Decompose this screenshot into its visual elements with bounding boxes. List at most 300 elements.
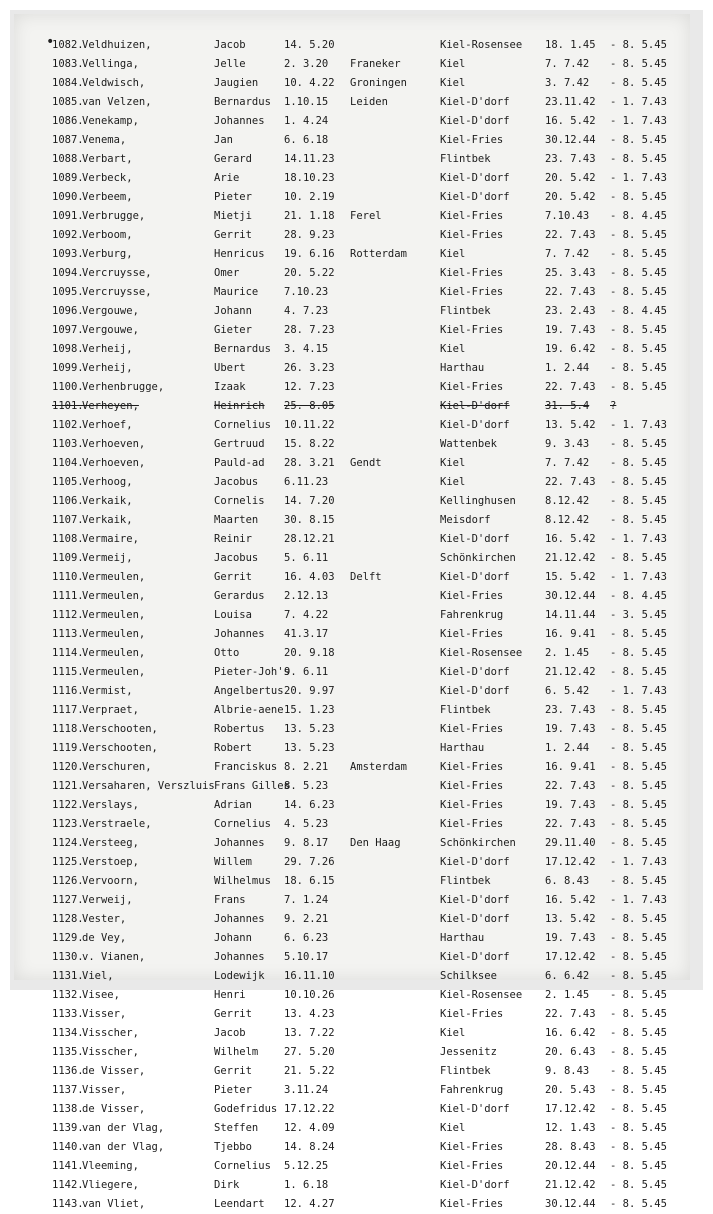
register-camp: Kiel-D'dorf: [440, 571, 510, 583]
register-camp: Schönkirchen: [440, 837, 516, 849]
register-name: Vercruysse,: [82, 267, 152, 279]
register-row: [0, 644, 713, 663]
register-date: 13. 5.23: [284, 723, 335, 735]
register-row: [0, 701, 713, 720]
register-name: Vermeij,: [82, 552, 133, 564]
register-first: Pauld-ad: [214, 457, 265, 469]
register-no: 1116.: [52, 685, 84, 697]
register-name: Verschooten,: [82, 723, 158, 735]
register-from: 16. 5.42: [545, 894, 596, 906]
register-date: 17.12.22: [284, 1103, 335, 1115]
register-from: 19. 7.43: [545, 932, 596, 944]
register-to: - 8. 5.45: [610, 989, 667, 1001]
register-camp: Kiel-Fries: [440, 799, 504, 811]
register-camp: Kiel-Fries: [440, 324, 504, 336]
register-camp: Kiel-D'dorf: [440, 191, 510, 203]
register-no: 1115.: [52, 666, 84, 678]
register-date: 10.11.22: [284, 419, 335, 431]
register-first: Jaugien: [214, 77, 259, 89]
register-from: 13. 5.42: [545, 419, 596, 431]
register-from: 30.12.44: [545, 134, 596, 146]
register-first: Johannes: [214, 115, 265, 127]
register-name: van der Vlag,: [82, 1141, 165, 1153]
register-to: - 8. 5.45: [610, 913, 667, 925]
register-camp: Flintbek: [440, 704, 491, 716]
register-name: Vermeulen,: [82, 647, 146, 659]
register-row: [0, 815, 713, 834]
register-camp: Kiel: [440, 77, 466, 89]
register-no: 1089.: [52, 172, 84, 184]
register-no: 1110.: [52, 571, 84, 583]
register-first: Gerrit: [214, 1008, 252, 1020]
register-date: 19. 6.16: [284, 248, 335, 260]
register-name: Vermeulen,: [82, 666, 146, 678]
register-to: - 8. 5.45: [610, 191, 667, 203]
register-camp: Kiel-Fries: [440, 286, 504, 298]
register-name: Verboom,: [82, 229, 133, 241]
register-first: Franciskus: [214, 761, 278, 773]
register-date: 16. 4.03: [284, 571, 335, 583]
register-row: [0, 663, 713, 682]
register-camp: Kiel-Rosensee: [440, 989, 523, 1001]
register-no: 1133.: [52, 1008, 84, 1020]
register-row: [0, 378, 713, 397]
register-to: - 8. 5.45: [610, 1046, 667, 1058]
register-first: Cornelis: [214, 495, 265, 507]
register-to: - 8. 5.45: [610, 742, 667, 754]
register-name: de Visser,: [82, 1065, 146, 1077]
register-name: Vliegere,: [82, 1179, 139, 1191]
register-date: 12. 4.27: [284, 1198, 335, 1210]
register-date: 8. 2.21: [284, 761, 329, 773]
register-from: 19. 7.43: [545, 324, 596, 336]
register-no: 1086.: [52, 115, 84, 127]
register-camp: Kiel-D'dorf: [440, 96, 510, 108]
register-camp: Kiel-D'dorf: [440, 533, 510, 545]
register-to: - 1. 7.43: [610, 894, 667, 906]
register-first: Jacob: [214, 39, 246, 51]
register-name: Verkaik,: [82, 495, 133, 507]
register-row: [0, 473, 713, 492]
register-no: 1125.: [52, 856, 84, 868]
register-row: [0, 986, 713, 1005]
register-first: Albrie-aene: [214, 704, 284, 716]
register-first: Heinrich: [214, 400, 265, 412]
register-from: 7. 7.42: [545, 457, 590, 469]
register-camp: Schilksee: [440, 970, 497, 982]
register-row: [0, 929, 713, 948]
register-no: 1103.: [52, 438, 84, 450]
register-row: [0, 74, 713, 93]
register-first: Adrian: [214, 799, 252, 811]
register-first: Frans: [214, 894, 246, 906]
register-from: 14.11.44: [545, 609, 596, 621]
register-date: 14. 7.20: [284, 495, 335, 507]
register-date: 12. 7.23: [284, 381, 335, 393]
register-name: Vester,: [82, 913, 127, 925]
register-date: 10. 2.19: [284, 191, 335, 203]
register-from: 6. 8.43: [545, 875, 590, 887]
register-date: 10.10.26: [284, 989, 335, 1001]
register-no: 1138.: [52, 1103, 84, 1115]
register-camp: Kiel-D'dorf: [440, 685, 510, 697]
register-to: - 8. 5.45: [610, 704, 667, 716]
register-to: - 8. 5.45: [610, 1141, 667, 1153]
register-row: [0, 245, 713, 264]
register-to: - 8. 5.45: [610, 723, 667, 735]
register-camp: Kiel: [440, 248, 466, 260]
register-first: Leendart: [214, 1198, 265, 1210]
register-date: 21. 5.22: [284, 1065, 335, 1077]
register-name: van der Vlag,: [82, 1122, 165, 1134]
register-no: 1130.: [52, 951, 84, 963]
register-date: 14. 6.23: [284, 799, 335, 811]
register-row: [0, 397, 713, 416]
register-camp: Kiel-D'dorf: [440, 172, 510, 184]
register-date: 41.3.17: [284, 628, 329, 640]
register-place: Leiden: [350, 96, 388, 108]
register-to: - 8. 5.45: [610, 761, 667, 773]
register-no: 1135.: [52, 1046, 84, 1058]
register-first: Ubert: [214, 362, 246, 374]
register-name: Verbeem,: [82, 191, 133, 203]
register-name: Verbart,: [82, 153, 133, 165]
register-camp: Kiel-Fries: [440, 1198, 504, 1210]
register-date: 13. 4.23: [284, 1008, 335, 1020]
register-to: - 8. 5.45: [610, 476, 667, 488]
register-to: - 8. 5.45: [610, 951, 667, 963]
register-no: 1088.: [52, 153, 84, 165]
register-row: [0, 568, 713, 587]
register-camp: Kiel-D'dorf: [440, 951, 510, 963]
register-date: 3. 4.15: [284, 343, 329, 355]
register-from: 9. 3.43: [545, 438, 590, 450]
register-place: Gendt: [350, 457, 382, 469]
register-from: 18. 1.45: [545, 39, 596, 51]
register-to: - 8. 5.45: [610, 1103, 667, 1115]
register-name: Visscher,: [82, 1027, 139, 1039]
register-from: 22. 7.43: [545, 381, 596, 393]
register-to: - 8. 5.45: [610, 324, 667, 336]
register-no: 1117.: [52, 704, 84, 716]
register-no: 1140.: [52, 1141, 84, 1153]
register-first: Wilhelm: [214, 1046, 259, 1058]
register-date: 20. 5.22: [284, 267, 335, 279]
register-first: Omer: [214, 267, 240, 279]
register-to: - 8. 5.45: [610, 1065, 667, 1077]
register-row: [0, 302, 713, 321]
register-camp: Kiel-D'dorf: [440, 913, 510, 925]
register-no: 1137.: [52, 1084, 84, 1096]
register-date: 6. 6.23: [284, 932, 329, 944]
register-name: Visser,: [82, 1084, 127, 1096]
register-first: Johannes: [214, 951, 265, 963]
register-date: 14.11.23: [284, 153, 335, 165]
register-from: 22. 7.43: [545, 780, 596, 792]
register-from: 25. 3.43: [545, 267, 596, 279]
register-no: 1108.: [52, 533, 84, 545]
register-first: Willem: [214, 856, 252, 868]
register-to: - 8. 5.45: [610, 932, 667, 944]
register-to: - 8. 5.45: [610, 970, 667, 982]
register-no: 1092.: [52, 229, 84, 241]
register-to: - 8. 5.45: [610, 1198, 667, 1210]
register-row: [0, 587, 713, 606]
register-to: ?: [610, 400, 617, 412]
register-first: Jacobus: [214, 552, 259, 564]
register-name: Verslays,: [82, 799, 139, 811]
register-date: 7. 4.22: [284, 609, 329, 621]
register-to: - 1. 7.43: [610, 856, 667, 868]
register-from: 16. 5.42: [545, 533, 596, 545]
register-name: Verburg,: [82, 248, 133, 260]
register-to: - 8. 5.45: [610, 1084, 667, 1096]
register-to: - 8. 5.45: [610, 628, 667, 640]
register-first: Bernardus: [214, 343, 271, 355]
register-name: Viel,: [82, 970, 114, 982]
register-place: Rotterdam: [350, 248, 407, 260]
register-first: Cornelius: [214, 419, 271, 431]
register-first: Robertus: [214, 723, 265, 735]
register-camp: Meisdorf: [440, 514, 491, 526]
register-name: v. Vianen,: [82, 951, 146, 963]
register-camp: Kiel-Fries: [440, 134, 504, 146]
register-to: - 8. 5.45: [610, 1008, 667, 1020]
register-first: Gerrit: [214, 1065, 252, 1077]
register-to: - 8. 5.45: [610, 875, 667, 887]
register-name: Vermist,: [82, 685, 133, 697]
register-name: van Vliet,: [82, 1198, 146, 1210]
register-first: Dirk: [214, 1179, 240, 1191]
register-to: - 8. 5.45: [610, 248, 667, 260]
register-to: - 1. 7.43: [610, 533, 667, 545]
register-from: 23.11.42: [545, 96, 596, 108]
register-from: 19. 6.42: [545, 343, 596, 355]
register-first: Lodewijk: [214, 970, 265, 982]
register-name: Verbrugge,: [82, 210, 146, 222]
register-row: [0, 492, 713, 511]
register-to: - 8. 5.45: [610, 438, 667, 450]
register-date: 20. 9.97: [284, 685, 335, 697]
register-date: 4. 5.23: [284, 818, 329, 830]
register-date: 2.12.13: [284, 590, 329, 602]
register-no: 1109.: [52, 552, 84, 564]
register-date: 6. 6.18: [284, 134, 329, 146]
register-from: 22. 7.43: [545, 1008, 596, 1020]
register-row: [0, 169, 713, 188]
register-name: Vermaire,: [82, 533, 139, 545]
register-to: - 8. 5.45: [610, 457, 667, 469]
register-from: 9. 8.43: [545, 1065, 590, 1077]
register-from: 1. 2.44: [545, 742, 590, 754]
register-camp: Kiel-Rosensee: [440, 39, 523, 51]
register-date: 28. 9.23: [284, 229, 335, 241]
register-from: 1. 2.44: [545, 362, 590, 374]
register-date: 4. 7.23: [284, 305, 329, 317]
register-row: [0, 226, 713, 245]
register-row: [0, 891, 713, 910]
register-no: 1101.: [52, 400, 84, 412]
register-from: 22. 7.43: [545, 818, 596, 830]
register-name: Verhoog,: [82, 476, 133, 488]
register-name: Vervoorn,: [82, 875, 139, 887]
register-no: 1122.: [52, 799, 84, 811]
register-name: Verheij,: [82, 343, 133, 355]
register-no: 1123.: [52, 818, 84, 830]
register-no: 1139.: [52, 1122, 84, 1134]
register-row: [0, 321, 713, 340]
register-camp: Flintbek: [440, 1065, 491, 1077]
register-place: Delft: [350, 571, 382, 583]
register-name: Verhoef,: [82, 419, 133, 431]
register-row: [0, 340, 713, 359]
register-from: 23. 7.43: [545, 704, 596, 716]
register-date: 18.10.23: [284, 172, 335, 184]
register-camp: Kiel-Rosensee: [440, 647, 523, 659]
register-to: - 1. 7.43: [610, 419, 667, 431]
register-name: Verhoeven,: [82, 457, 146, 469]
register-camp: Harthau: [440, 932, 485, 944]
register-first: Jan: [214, 134, 233, 146]
register-from: 7. 7.42: [545, 58, 590, 70]
register-to: - 8. 5.45: [610, 647, 667, 659]
register-from: 17.12.42: [545, 951, 596, 963]
register-name: Vergouwe,: [82, 305, 139, 317]
register-first: Maurice: [214, 286, 259, 298]
register-from: 13. 5.42: [545, 913, 596, 925]
register-to: - 8. 5.45: [610, 229, 667, 241]
register-no: 1132.: [52, 989, 84, 1001]
register-row: [0, 872, 713, 891]
register-from: 16. 5.42: [545, 115, 596, 127]
register-row: [0, 1005, 713, 1024]
register-name: Vermeulen,: [82, 628, 146, 640]
register-first: Johannes: [214, 913, 265, 925]
register-row: [0, 264, 713, 283]
register-first: Steffen: [214, 1122, 259, 1134]
register-from: 6. 6.42: [545, 970, 590, 982]
register-date: 5.10.17: [284, 951, 329, 963]
register-from: 29.11.40: [545, 837, 596, 849]
register-from: 21.12.42: [545, 1179, 596, 1191]
register-no: 1104.: [52, 457, 84, 469]
register-first: Gerrit: [214, 571, 252, 583]
register-date: 9. 2.21: [284, 913, 329, 925]
register-to: - 3. 5.45: [610, 609, 667, 621]
register-date: 7.10.23: [284, 286, 329, 298]
register-from: 20. 5.42: [545, 172, 596, 184]
register-camp: Flintbek: [440, 305, 491, 317]
register-no: 1120.: [52, 761, 84, 773]
register-date: 18. 6.15: [284, 875, 335, 887]
register-first: Henri: [214, 989, 246, 1001]
register-row: [0, 1195, 713, 1214]
register-camp: Kiel-Fries: [440, 1160, 504, 1172]
register-no: 1121.: [52, 780, 84, 792]
register-no: 1105.: [52, 476, 84, 488]
register-to: - 8. 5.45: [610, 267, 667, 279]
register-place: Den Haag: [350, 837, 401, 849]
register-row: [0, 530, 713, 549]
register-date: 1. 6.18: [284, 1179, 329, 1191]
register-no: 1099.: [52, 362, 84, 374]
register-place: Groningen: [350, 77, 407, 89]
register-first: Wilhelmus: [214, 875, 271, 887]
register-camp: Kiel-Fries: [440, 381, 504, 393]
register-row: [0, 720, 713, 739]
register-from: 2. 1.45: [545, 989, 590, 1001]
register-name: Verweij,: [82, 894, 133, 906]
register-name: Versteeg,: [82, 837, 139, 849]
register-no: 1091.: [52, 210, 84, 222]
register-first: Reinir: [214, 533, 252, 545]
register-from: 20. 6.43: [545, 1046, 596, 1058]
register-list: [0, 36, 713, 1214]
register-camp: Kiel: [440, 1122, 466, 1134]
register-from: 2. 1.45: [545, 647, 590, 659]
register-from: 6. 5.42: [545, 685, 590, 697]
register-camp: Kiel-Fries: [440, 229, 504, 241]
register-camp: Kiel-Fries: [440, 267, 504, 279]
register-name: de Vey,: [82, 932, 127, 944]
register-to: - 1. 7.43: [610, 685, 667, 697]
register-name: Verstraele,: [82, 818, 152, 830]
register-no: 1126.: [52, 875, 84, 887]
register-first: Jacob: [214, 1027, 246, 1039]
register-from: 7.10.43: [545, 210, 590, 222]
register-name: Verheij,: [82, 362, 133, 374]
register-camp: Kiel: [440, 58, 466, 70]
register-name: Verschuren,: [82, 761, 152, 773]
register-row: [0, 834, 713, 853]
register-no: 1102.: [52, 419, 84, 431]
register-camp: Schönkirchen: [440, 552, 516, 564]
register-camp: Kiel-D'dorf: [440, 419, 510, 431]
register-row: [0, 777, 713, 796]
register-name: Verschooten,: [82, 742, 158, 754]
register-date: 15. 1.23: [284, 704, 335, 716]
register-no: 1082.: [52, 39, 84, 51]
register-first: Johannes: [214, 628, 265, 640]
register-date: 15. 8.22: [284, 438, 335, 450]
register-first: Bernardus: [214, 96, 271, 108]
register-from: 16. 9.41: [545, 761, 596, 773]
register-no: 1129.: [52, 932, 84, 944]
register-no: 1093.: [52, 248, 84, 260]
register-to: - 8. 5.45: [610, 780, 667, 792]
register-first: Tjebbo: [214, 1141, 252, 1153]
register-camp: Kiel-D'dorf: [440, 115, 510, 127]
register-no: 1114.: [52, 647, 84, 659]
register-camp: Harthau: [440, 742, 485, 754]
register-name: Verstoep,: [82, 856, 139, 868]
register-date: 5.12.25: [284, 1160, 329, 1172]
register-first: Angelbertus: [214, 685, 284, 697]
register-camp: Kiel: [440, 343, 466, 355]
register-from: 16. 6.42: [545, 1027, 596, 1039]
register-camp: Jessenitz: [440, 1046, 497, 1058]
register-row: [0, 739, 713, 758]
register-row: [0, 1119, 713, 1138]
register-date: 12. 4.09: [284, 1122, 335, 1134]
register-row: [0, 188, 713, 207]
register-date: 7. 1.24: [284, 894, 329, 906]
register-no: 1141.: [52, 1160, 84, 1172]
register-no: 1136.: [52, 1065, 84, 1077]
register-no: 1097.: [52, 324, 84, 336]
register-no: 1083.: [52, 58, 84, 70]
register-to: - 8. 5.45: [610, 286, 667, 298]
